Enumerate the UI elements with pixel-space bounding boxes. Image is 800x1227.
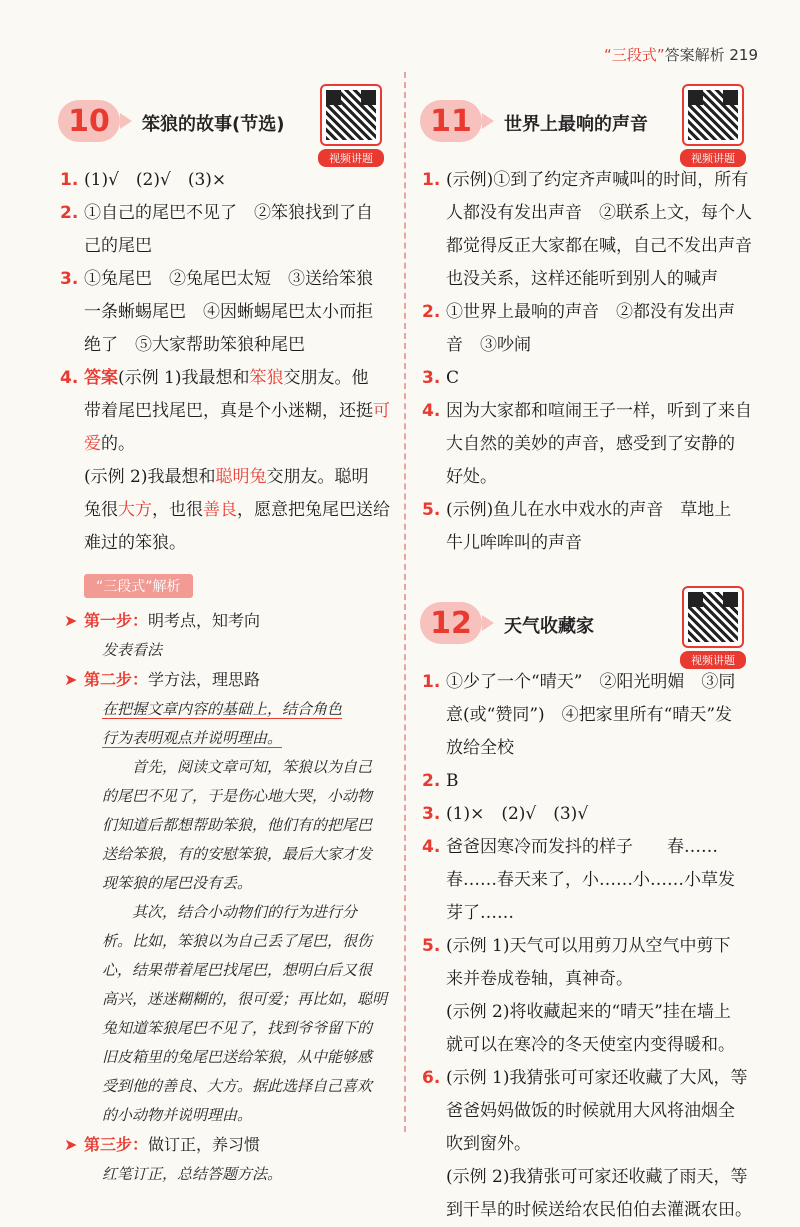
answer-line: 音 ③吵闹	[446, 335, 531, 355]
answer-line: 绝了 ⑤大家帮助笨狼种尾巴	[84, 335, 305, 355]
answer-label: 答案	[84, 368, 118, 388]
item-number: 2.	[422, 771, 441, 791]
answer-line: B	[446, 771, 459, 791]
item-number: 5.	[422, 500, 441, 520]
paragraph-line: 受到他的善良、大方。据此选择自己喜欢	[102, 1077, 373, 1095]
column-divider	[404, 72, 406, 1132]
analysis-paragraph-2	[58, 898, 398, 1130]
video-qr-code[interactable]	[318, 84, 384, 167]
item-number: 4.	[422, 837, 441, 857]
paragraph-line: 送给笨狼，有的安慰笨狼，最后大家才发	[102, 845, 373, 863]
answer-line: 牛儿哞哞叫的声音	[446, 533, 582, 553]
section-12-answers	[420, 666, 760, 1227]
answer-item	[420, 831, 760, 930]
answer-item	[420, 765, 760, 798]
item-number: 1.	[422, 672, 441, 692]
answer-line: 意(或“赞同”) ④把家里所有“晴天”发	[446, 705, 733, 725]
answer-line: (示例)鱼儿在水中戏水的声音 草地上	[446, 500, 732, 520]
paragraph-line: 其次，结合小动物们的行为进行分	[132, 903, 358, 921]
arrow-icon: ➤	[64, 1135, 78, 1154]
answer-line: (示例 2)我猜张可可家还收藏了雨天，等	[446, 1167, 748, 1187]
item-number: 2.	[60, 203, 79, 223]
paragraph-line: 高兴，迷迷糊糊的，很可爱；再比如，聪明	[102, 990, 388, 1008]
answer-line: 都觉得反正大家都在喊，自己不发出声音	[446, 236, 752, 256]
qr-code-icon	[320, 84, 382, 146]
paragraph-line: 析。比如，笨狼以为自己丢了尾巴，很伤	[102, 932, 373, 950]
section-10-answers	[58, 164, 398, 362]
answer-line: (示例)①到了约定齐声喊叫的时间，所有	[446, 170, 749, 190]
answer-item	[58, 263, 398, 362]
answer-line: 到干旱的时候送给农民伯伯去灌溉农田。	[446, 1200, 752, 1220]
item-number: 5.	[422, 936, 441, 956]
arrow-icon: ➤	[64, 611, 78, 630]
answer-line: (1)× (2)√ (3)√	[446, 804, 589, 824]
section-12-header	[420, 582, 760, 667]
step-3: ➤ 第三步：做订正，养习惯	[58, 1130, 398, 1160]
answer-line: 因为大家都和喧闹王子一样，听到了来自	[446, 401, 752, 421]
answer-item	[420, 296, 760, 362]
answer-item	[58, 197, 398, 263]
item-number: 1.	[60, 170, 79, 190]
step-1: ➤ 第一步：明考点，知考向	[58, 606, 398, 636]
answer-item	[420, 798, 760, 831]
qr-code-icon	[682, 84, 744, 146]
arrow-icon: ➤	[64, 670, 78, 689]
answer-item	[420, 494, 760, 560]
qr-label: 视频讲题	[318, 149, 384, 167]
answer-line: 己的尾巴	[84, 236, 152, 256]
section-number-badge: 11	[420, 100, 482, 142]
answer-line: 大自然的美妙的声音，感受到了安静的	[446, 434, 735, 454]
answer-line: (1)√ (2)√ (3)×	[84, 170, 227, 190]
answer-line: 放给全校	[446, 738, 514, 758]
answer-line: (示例 2)将收藏起来的“晴天”挂在墙上	[446, 1002, 731, 1022]
paragraph-line: 兔知道笨狼尾巴不见了，找到爷爷留下的	[102, 1019, 373, 1037]
answer-line: ①世界上最响的声音 ②都没有发出声	[446, 302, 735, 322]
section-number-badge: 12	[420, 602, 482, 644]
answer-line: 人都没有发出声音 ②联系上文，每个人	[446, 203, 752, 223]
section-10-header	[58, 80, 398, 165]
item-number: 3.	[422, 368, 441, 388]
paragraph-line: 首先，阅读文章可知，笨狼以为自己	[132, 758, 373, 776]
qr-code-icon	[682, 586, 744, 648]
paragraph-line: 旧皮箱里的兔尾巴送给笨狼，从中能够感	[102, 1048, 373, 1066]
answer-item	[420, 666, 760, 765]
analysis-paragraph-1	[58, 753, 398, 898]
paragraph-line: 的小动物并说明理由。	[102, 1106, 253, 1124]
section-title: 天气收藏家	[504, 616, 594, 637]
header-brand: “三段式”	[604, 46, 665, 64]
answer-item: 4. 答案(示例 1)我最想和笨狼交朋友。他 带着尾巴找尾巴，真是个小迷糊，还挺可 爱的。 (示例 2)我最想和聪明兔交朋友。聪明 兔很大方，也很善良，愿意把兔尾巴送给 难过的笨狼。	[60, 368, 390, 553]
left-column	[58, 80, 398, 1189]
section-11-header	[420, 80, 760, 165]
item-number: 3.	[422, 804, 441, 824]
item-number: 6.	[422, 1068, 441, 1088]
answer-line: ①自己的尾巴不见了 ②笨狼找到了自	[84, 203, 373, 223]
paragraph-line: 的尾巴不见了，于是伤心地大哭，小动物	[102, 787, 373, 805]
answer-item	[420, 164, 760, 296]
answer-item	[420, 395, 760, 494]
step-2-note: 在把握文章内容的基础上，结合角色 行为表明观点并说明理由。	[102, 700, 343, 747]
item-number: 1.	[422, 170, 441, 190]
answer-line: 春……春天来了，小……小……小草发	[446, 870, 735, 890]
answer-line: 芽了……	[446, 903, 514, 923]
answer-line: 一条蜥蜴尾巴 ④因蜥蜴尾巴太小而拒	[84, 302, 373, 322]
answer-item	[420, 930, 760, 1062]
paragraph-line: 现笨狼的尾巴没有丢。	[102, 874, 253, 892]
section-number-badge: 10	[58, 100, 120, 142]
answer-item	[58, 164, 398, 197]
answer-item	[420, 1062, 760, 1227]
item-number: 3.	[60, 269, 79, 289]
step-1-note: 发表看法	[102, 641, 163, 659]
qr-label: 视频讲题	[680, 651, 746, 669]
answer-line: 也没关系，这样还能听到别人的喊声	[446, 269, 718, 289]
answer-line: (示例 1)天气可以用剪刀从空气中剪下	[446, 936, 731, 956]
item-number: 2.	[422, 302, 441, 322]
answer-line: 吹到窗外。	[446, 1134, 531, 1154]
paragraph-line: 心，结果带着尾巴找尾巴，想明白后又很	[102, 961, 373, 979]
answer-line: 好处。	[446, 467, 497, 487]
qr-label: 视频讲题	[680, 149, 746, 167]
answer-line: (示例 1)我猜张可可家还收藏了大风，等	[446, 1068, 748, 1088]
page-header	[604, 44, 758, 65]
answer-line: 爸爸妈妈做饭的时候就用大风将油烟全	[446, 1101, 735, 1121]
analysis-badge: “三段式”解析	[84, 574, 193, 598]
video-qr-code[interactable]	[680, 586, 746, 669]
right-column	[420, 80, 760, 1227]
paragraph-line: 们知道后都想帮助笨狼，他们有的把尾巴	[102, 816, 373, 834]
answer-line: C	[446, 368, 460, 388]
video-qr-code[interactable]	[680, 84, 746, 167]
section-title: 世界上最响的声音	[504, 114, 648, 135]
answer-line: ①兔尾巴 ②兔尾巴太短 ③送给笨狼	[84, 269, 373, 289]
item-number: 4.	[422, 401, 441, 421]
section-title: 笨狼的故事(节选)	[142, 114, 285, 135]
header-page-info: 答案解析 219	[664, 46, 758, 64]
section-11-answers	[420, 164, 760, 560]
step-3-note: 红笔订正，总结答题方法。	[102, 1165, 283, 1183]
step-2: ➤ 第二步：学方法，理思路	[58, 665, 398, 695]
answer-line: ①少了一个“晴天” ②阳光明媚 ③同	[446, 672, 736, 692]
answer-line: 爸爸因寒冷而发抖的样子 春……	[446, 837, 718, 857]
answer-item	[420, 362, 760, 395]
answer-line: 来并卷成卷轴，真神奇。	[446, 969, 633, 989]
answer-line: 就可以在寒冷的冬天使室内变得暖和。	[446, 1035, 735, 1055]
